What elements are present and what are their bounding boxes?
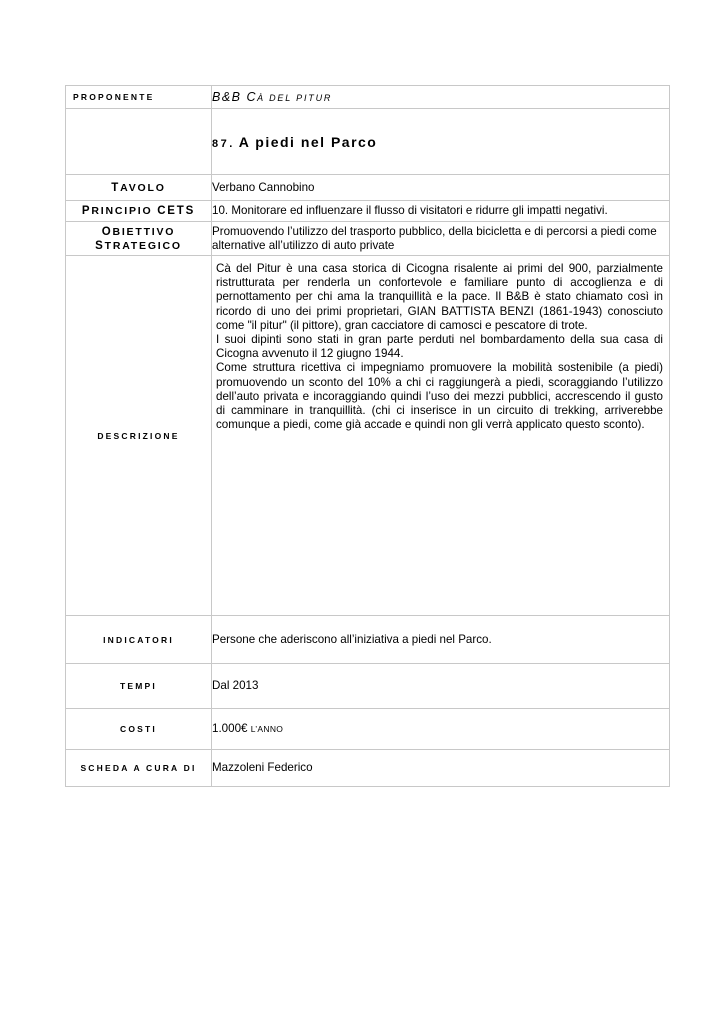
project-sheet-table	[65, 85, 670, 787]
descrizione-paragraph: Come struttura ricettiva ci impegniamo promuovere la mobilità sostenibile (a piedi) promuovendo un sconto del 10% a chi ci raggiungerà a piedi, scoraggiando l’utilizzo dell’auto privata e incoraggiando quindi l’uso dei mezzi pubblici, accrescendo il gusto di camminare in tranquillità. (chi ci inserisce in un circuito di trekking, arriverebbe comunque a piedi, come già accade e quindi non gli verrà applicato questo sconto).	[216, 361, 663, 432]
tempi-value: Dal 2013	[212, 664, 670, 709]
obiettivo-value: Promuovendo l’utilizzo del trasporto pubblico, della bicicletta e di percorsi a piedi come alternative all’utilizzo di auto private	[212, 222, 670, 256]
tavolo-value: Verbano Cannobino	[212, 175, 670, 201]
proponente-value-main: B&B C	[212, 90, 258, 104]
descrizione-paragraph: Cà del Pitur è una casa storica di Cicogna risalente ai primi del 900, parzialmente ristrutturata per renderla un confortevole e familiare punto di accoglienza e di pernottamento per chi ama la tranquillità e la pace. Il B&B è stato chiamato così in ricordo di uno dei primi proprietari, GIAN BATTISTA BENZI (1861-1943) conosciuto come "il pitur" (il pittore), gran cacciatore di camosci e pescatore di trote.	[216, 262, 663, 332]
indicatori-label: INDICATORI	[66, 616, 212, 664]
proponente-value-sc: À DEL PITUR	[257, 93, 333, 103]
costi-value-sc: L’ANNO	[250, 723, 284, 734]
principio-label-rest: RINCIPIO	[91, 205, 158, 217]
page-title	[212, 109, 670, 175]
principio-label	[66, 201, 212, 222]
proponente-label: PROPONENTE	[66, 86, 212, 109]
tavolo-label-first: T	[111, 181, 121, 194]
principio-value: 10. Monitorare ed influenzare il flusso di visitatori e ridurre gli impatti negativi.	[212, 201, 670, 222]
row-proponente	[66, 86, 670, 109]
obiettivo-label-line2-rest: TRATEGICO	[104, 239, 182, 252]
title-number: 87.	[212, 137, 235, 150]
row-scheda	[66, 750, 670, 787]
row-title	[66, 109, 670, 175]
row-tavolo	[66, 175, 670, 201]
costi-value	[212, 709, 670, 750]
indicatori-value: Persone che aderiscono all’iniziativa a piedi nel Parco.	[212, 616, 670, 664]
principio-label-cets: CETS	[157, 205, 196, 217]
scheda-label: SCHEDA A CURA DI	[66, 750, 212, 787]
obiettivo-label-line2	[66, 239, 211, 253]
tavolo-label-rest: AVOLO	[120, 181, 166, 194]
row-costi	[66, 709, 670, 750]
obiettivo-label-line1	[66, 225, 211, 239]
principio-label-first: P	[81, 205, 92, 217]
costi-value-main: 1.000€	[212, 721, 251, 735]
obiettivo-label-line1-first: O	[101, 225, 113, 238]
descrizione-paragraph: I suoi dipinti sono stati in gran parte perduti nel bombardamento della sua casa di Cicogna avvenuto il 12 giugno 1944.	[216, 333, 663, 361]
row-tempi	[66, 664, 670, 709]
tavolo-label	[66, 175, 212, 201]
title-empty-cell	[66, 109, 212, 175]
row-indicatori	[66, 616, 670, 664]
title-text: A piedi nel Parco	[238, 133, 378, 150]
obiettivo-label	[66, 222, 212, 256]
proponente-value	[212, 86, 670, 109]
descrizione-label: DESCRIZIONE	[66, 256, 212, 616]
obiettivo-label-line1-rest: BIETTIVO	[112, 225, 176, 238]
scheda-value: Mazzoleni Federico	[212, 750, 670, 787]
row-principio	[66, 201, 670, 222]
row-descrizione	[66, 256, 670, 616]
descrizione-value	[212, 256, 670, 616]
tempi-label: TEMPI	[66, 664, 212, 709]
costi-label: COSTI	[66, 709, 212, 750]
obiettivo-label-line2-first: S	[95, 239, 105, 252]
row-obiettivo	[66, 222, 670, 256]
